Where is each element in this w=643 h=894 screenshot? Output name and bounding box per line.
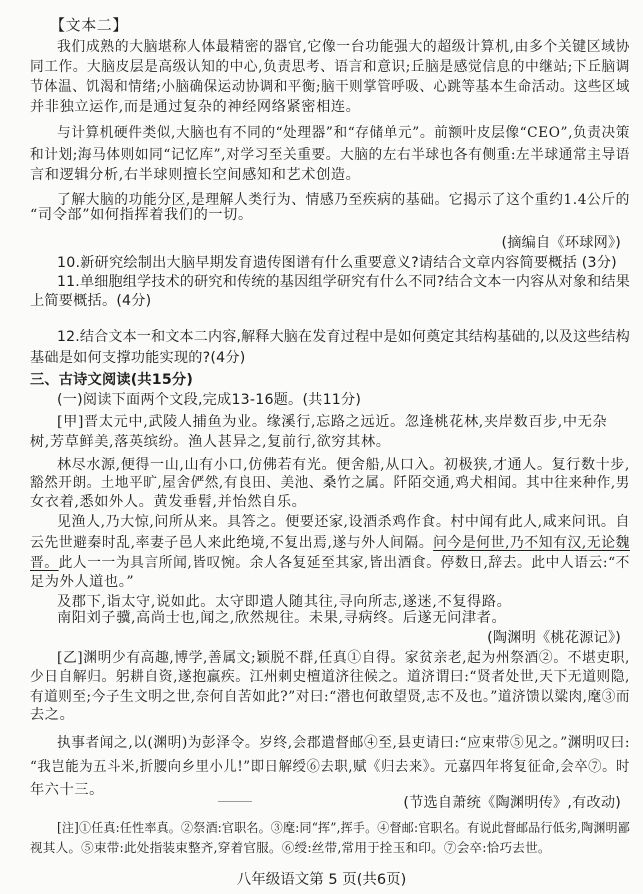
jia-p2-line: 女衣着,悉如外人。黄发垂髫,并怡然自乐。 bbox=[30, 494, 307, 510]
jia-p5: 南阳刘子骥,高尚士也,闻之,欣然规往。未果,寻病终。后遂无问津者。 bbox=[57, 610, 507, 626]
yi-p1-line: 去之。 bbox=[30, 707, 75, 723]
text2-heading: 【文本二】 bbox=[50, 16, 129, 34]
yi-source: (节选自萧统《陶渊明传》,有改动) bbox=[403, 795, 621, 811]
text2-p2-line: 与计算机硬件类似,大脑也有不同的“处理器”和“存储单元”。前额叶皮层像“CEO”,负责决策 bbox=[57, 125, 630, 141]
jia-p3-line bbox=[30, 554, 630, 572]
yi-p1-line: [乙]渊明少有高趣,博学,善属文;颖脱不群,任真①自得。家贫亲老,起为州祭酒②。不堪吏职, bbox=[57, 650, 630, 666]
text2-p2-line: 和计划;海马体则如同“记忆库”,对学习至关重要。大脑的左右半球也各有侧重:左半球通常主导语 bbox=[30, 147, 630, 163]
underlined-sentence: 问今是何世,乃不知有汉,无论魏 bbox=[433, 535, 630, 551]
jia-p2-line: 林尽水源,便得一山,山有小口,仿佛若有光。便舍船,从口入。初极狭,才通人。复行数十步, bbox=[57, 457, 631, 473]
section-title: 三、古诗文阅读(共15分) bbox=[30, 372, 193, 388]
jia-p2-line: 豁然开朗。土地平旷,屋舍俨然,有良田、美池、桑竹之属。阡陌交通,鸡犬相闻。其中往来种作,男 bbox=[30, 475, 630, 491]
jia-p1-line: [甲]晋太元中,武陵人捕鱼为业。缘溪行,忘路之远近。忽逢桃花林,夹岸数百步,中无杂 bbox=[57, 414, 608, 430]
text2-p2-line: 言和逻辑分析,右半球则擅长空间感知和艺术创造。 bbox=[30, 167, 361, 183]
jia-p3-line: 足为外人道也。” bbox=[30, 574, 135, 590]
jia-p3-text: 此人一一为具言所闻,皆叹惋。余人各复延至其家,皆出酒食。停数日,辞去。此中人语云:“不 bbox=[58, 555, 630, 571]
text2-p1-line: 我们成熟的大脑堪称人体最精密的器官,它像一台功能强大的超级计算机,由多个关键区域协 bbox=[57, 39, 631, 55]
text2-p3-line: “司令部”如何指挥着我们的一切。 bbox=[30, 207, 253, 223]
text2-p1-line: 同工作。大脑皮层是高级认知的中心,负责思考、语言和意识;丘脑是感觉信息的中继站;下丘脑调 bbox=[30, 59, 631, 75]
section-part-title: (一)阅读下面两个文段,完成13-16题。(共11分) bbox=[57, 392, 362, 408]
text2-source: (摘编自《环球网》) bbox=[501, 235, 621, 251]
question-11-line: 上简要概括。(4分) bbox=[30, 293, 152, 309]
jia-p3-line bbox=[30, 534, 630, 552]
question-12-line: 12.结合文本一和文本二内容,解释大脑在发育过程中是如何奠定其结构基础的,以及这些结构 bbox=[57, 329, 630, 345]
page-footer: 八年级语文第 5 页(共6页) bbox=[236, 872, 407, 888]
divider-line bbox=[218, 801, 252, 802]
jia-p3-line: 见渔人,乃大惊,问所从来。具答之。便要还家,设酒杀鸡作食。村中闻有此人,咸来问讯。自 bbox=[57, 514, 630, 530]
text2-p1-line: 并非独立运作,而是通过复杂的神经网络紧密相连。 bbox=[30, 99, 361, 115]
notes-line: [注]①任真:任性率真。②祭酒:官职名。③麾:同“挥”,挥手。④督邮:官职名。有说此督邮品行低劣,陶渊明鄙 bbox=[57, 820, 631, 835]
text2-p3-line: 了解大脑的功能分区,是理解人类行为、情感乃至疾病的基础。它揭示了这个重约1.4公斤的 bbox=[57, 192, 631, 208]
text2-p1-line: 节体温、饥渴和情绪;小脑确保运动协调和平衡;脑干则掌管呼吸、心跳等基本生命活动。这些区域 bbox=[30, 79, 630, 95]
yi-p2-line: 年六十三。 bbox=[30, 782, 104, 798]
question-11-line: 11.单细胞组学技术的研究和传统的基因组学研究有什么不同?结合文本一内容从对象和结果 bbox=[57, 274, 631, 290]
yi-p1-line: 少日自解归。躬耕自资,遂抱羸疾。江州刺史檀道济往候之。道济谓曰:“贤者处世,天下无道则隐, bbox=[30, 669, 630, 685]
question-12-line: 基础是如何支撑功能实现的?(4分) bbox=[30, 350, 246, 366]
yi-p2-line: “我岂能为五斗米,折腰向乡里小儿!”即日解绶⑥去职,赋《归去来》。元嘉四年将复征命,会卒⑦。时 bbox=[30, 759, 630, 775]
jia-p1-line: 树,芳草鲜美,落英缤纷。渔人甚异之,复前行,欲穷其林。 bbox=[30, 434, 391, 450]
yi-p1-line: 有道则至;今子生文明之世,奈何自苦如此?”对曰:“潜也何敢望贤,志不及也。”道济馈以粱肉,麾③而 bbox=[30, 689, 631, 705]
yi-p2-line: 执事者闻之,以(渊明)为彭泽令。岁终,会郡遣督邮④至,县吏请曰:“应束带⑤见之。”渊明叹曰: bbox=[57, 735, 631, 751]
underlined-sentence-end: 晋。 bbox=[30, 555, 59, 571]
jia-p3-text: 云先世避秦时乱,率妻子邑人来此绝境,不复出焉,遂与外人间隔。 bbox=[30, 535, 434, 551]
jia-p4: 及郡下,诣太守,说如此。太守即遣人随其往,寻向所志,遂迷,不复得路。 bbox=[57, 594, 512, 610]
notes-line: 视其人。⑤束带:此处指装束整齐,穿着官服。⑥绶:丝带,常用于拴玉和印。⑦会卒:恰巧去世。 bbox=[30, 840, 551, 855]
question-10: 10.新研究绘制出大脑早期发育遗传图谱有什么重要意义?请结合文章内容简要概括 (3分) bbox=[57, 255, 617, 271]
jia-source: (陶渊明《桃花源记》) bbox=[487, 630, 621, 646]
